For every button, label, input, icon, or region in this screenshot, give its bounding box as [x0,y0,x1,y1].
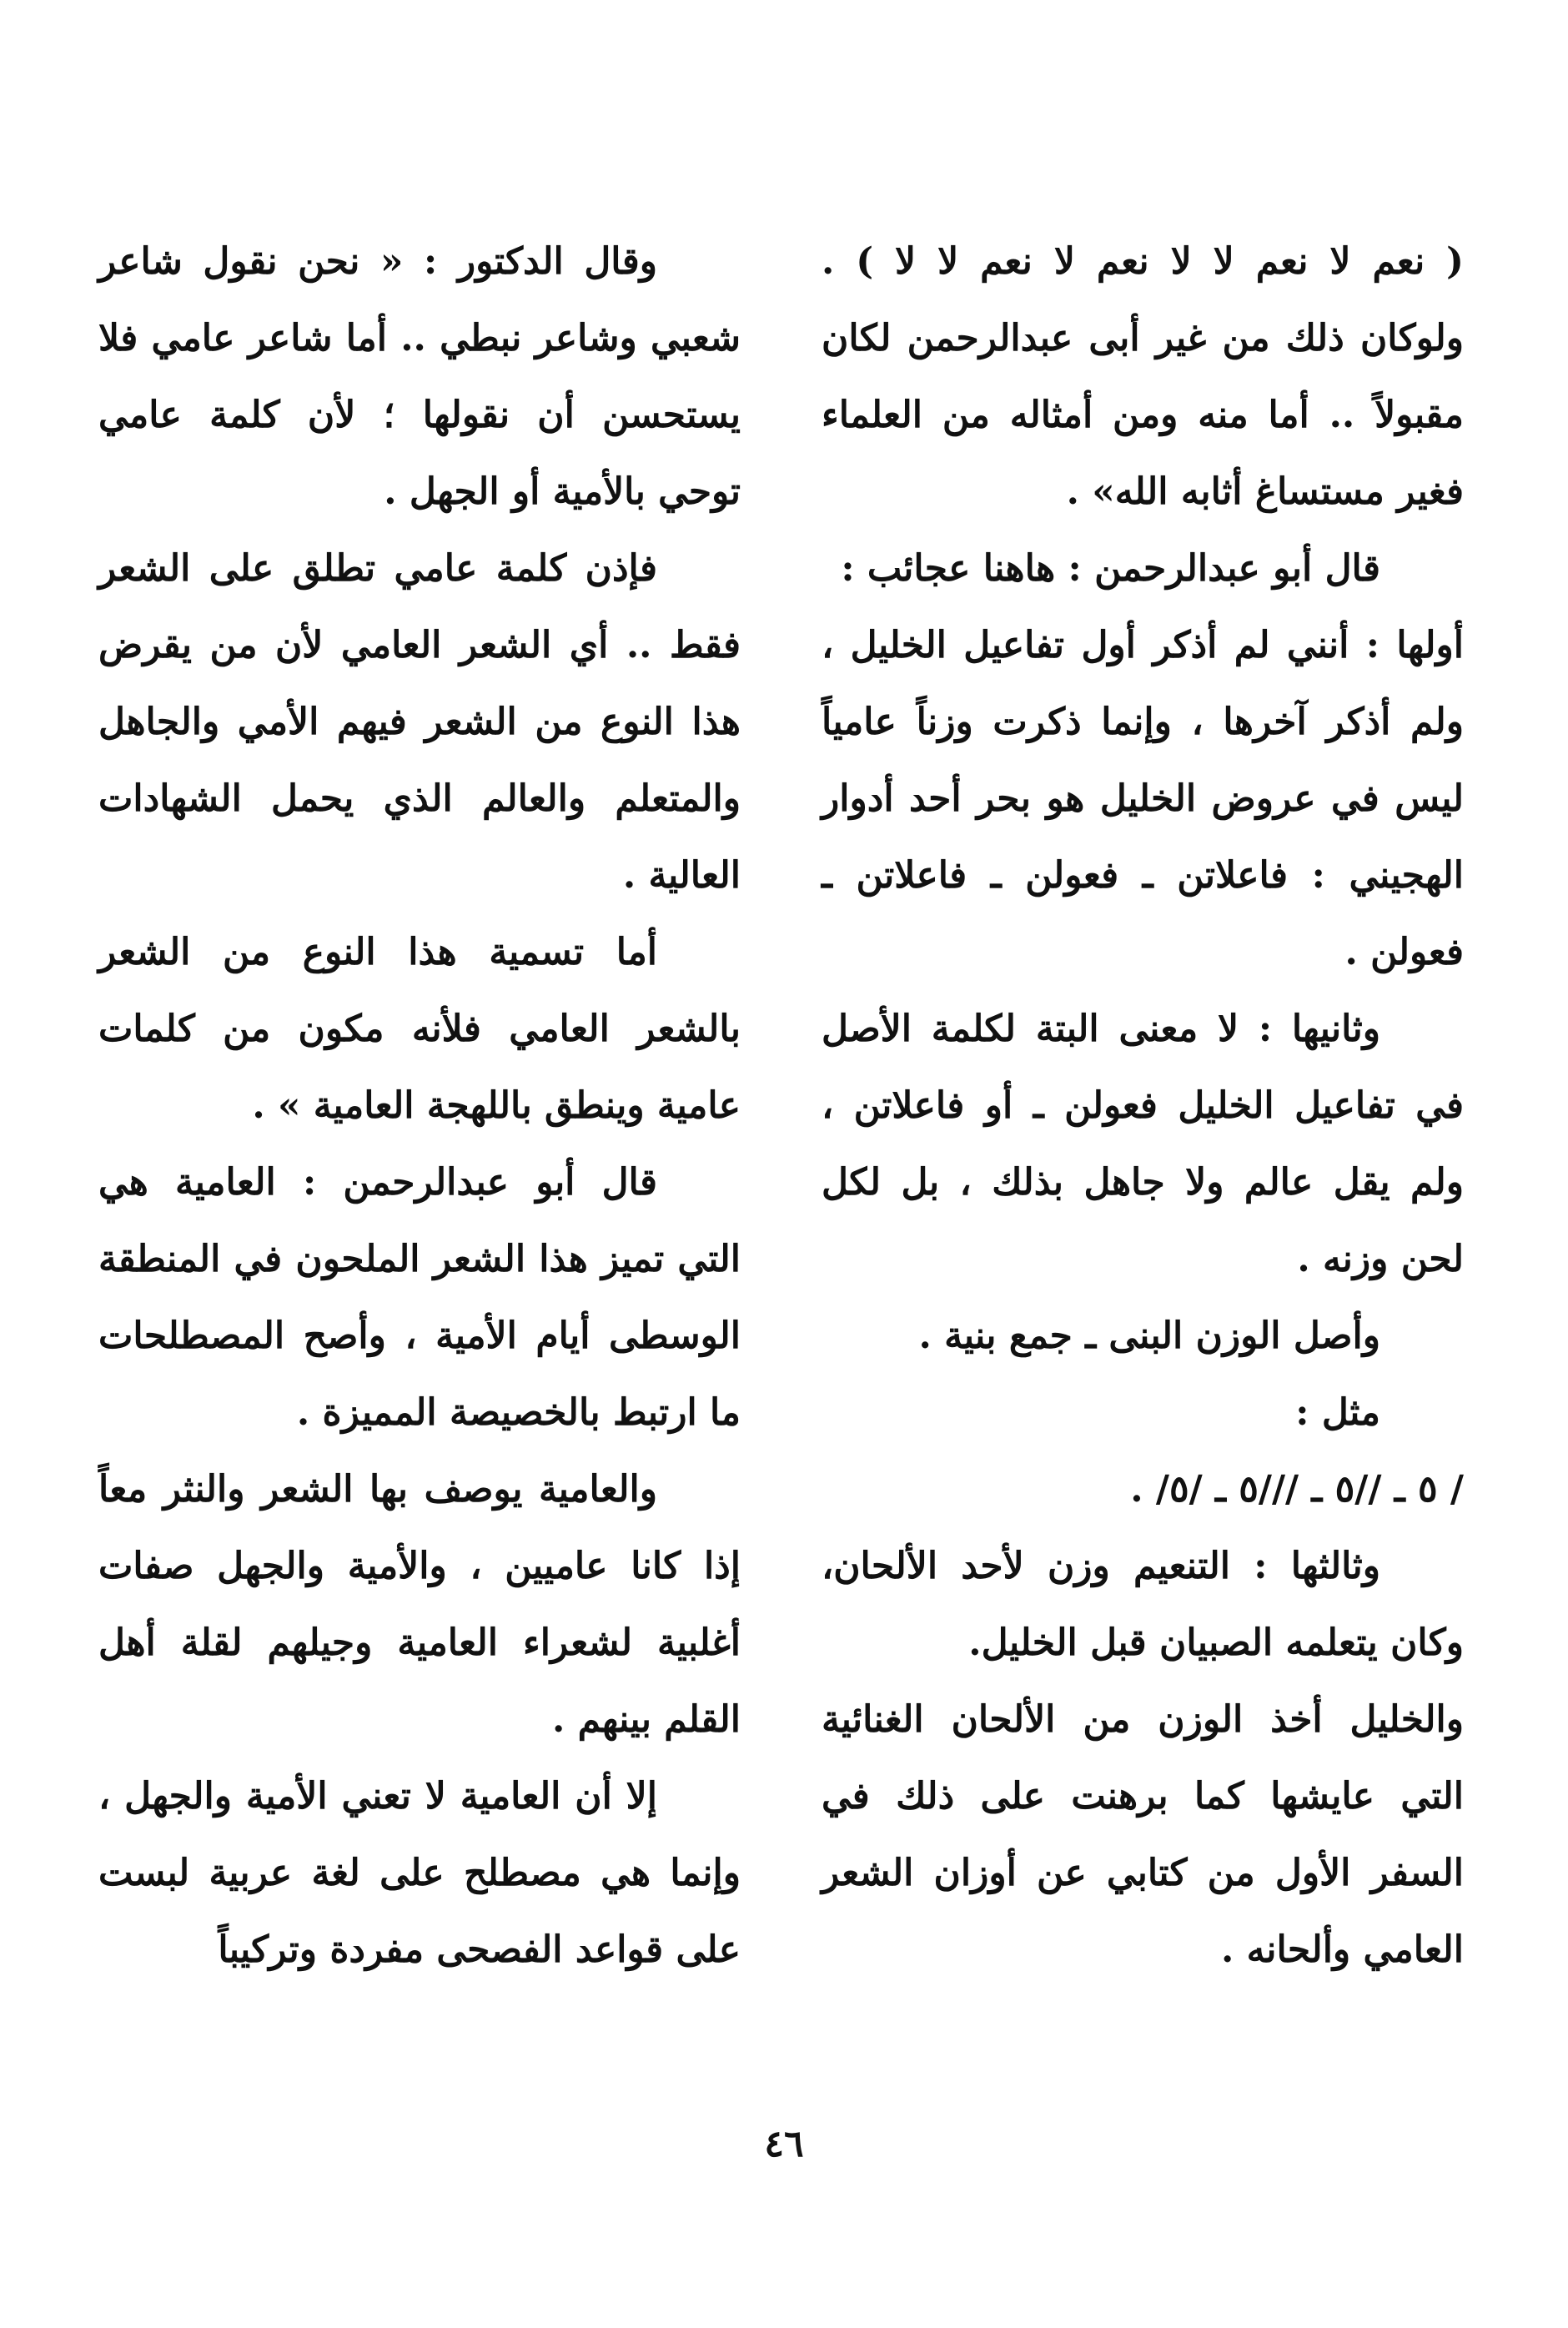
paragraph: والعامية يوصف بها الشعر والنثر معاً إذا كانا عاميين ، والأمية والجهل صفات أغلبية لشعراء العامية وجيلهم لقلة أهل القلم بينهم . [98,1468,741,1741]
prosody-notation: / ٥ ـ //٥ ـ ///٥ ـ /٥/ . [1130,1468,1464,1511]
paragraph: إلا أن العامية لا تعني الأمية والجهل ، وإنما هي مصطلح على لغة عربية لبست على قواعد الفصحى مفردة وتركيباً [98,1775,741,1971]
paragraph: فإذن كلمة عامي تطلق على الشعر فقط .. أي الشعر العامي لأن من يقرض هذا النوع من الشعر فيهم الأمي والجاهل والمتعلم والعالم الذي يحمل الشهادات العالية . [98,547,741,897]
left-text-column [98,224,741,1989]
paragraph: ( نعم لا نعم لا لا نعم لا نعم لا لا ) . ولوكان ذلك من غير أبى عبدالرحمن لكان مقبولاً .. أما منه ومن أمثاله من العلماء فغير مستساغ أثابه الله» . [822,240,1464,513]
paragraph: وأصل الوزن البنى ـ جمع بنية . [918,1315,1380,1357]
right-text-column [822,224,1464,1989]
page-number: ٤٦ [764,2123,804,2165]
paragraph: مثل : [1295,1391,1380,1434]
paragraph: وثانيها : لا معنى البتة لكلمة الأصل في تفاعيل الخليل فعولن ـ أو فاعلاتن ، ولم يقل عالم ولا جاهل بذلك ، بل لكل لحن وزنه . [822,1008,1464,1280]
paragraph: قال أبو عبدالرحمن : هاهنا عجائب : [841,547,1380,590]
paragraph: وثالثها : التنعيم وزن لأحد الألحان، وكان يتعلمه الصبيان قبل الخليل. [822,1545,1464,1664]
paragraph: وقال الدكتور : « نحن نقول شاعر شعبي وشاعر نبطي .. أما شاعر عامي فلا يستحسن أن نقولها ؛ لأن كلمة عامي توحي بالأمية أو الجهل . [98,240,741,513]
paragraph: قال أبو عبدالرحمن : العامية هي التي تميز هذا الشعر الملحون في المنطقة الوسطى أيام الأمية ، وأصح المصطلحات ما ارتبط بالخصيصة المميزة . [98,1161,741,1434]
paragraph: أولها : أنني لم أذكر أول تفاعيل الخليل ، ولم أذكر آخرها ، وإنما ذكرت وزناً عامياً ليس في عروض الخليل هو بحر أحد أدوار الهجيني : فاعلاتن ـ فعولن ـ فاعلاتن ـ فعولن . [822,624,1464,973]
paragraph: والخليل أخذ الوزن من الألحان الغنائية التي عايشها كما برهنت على ذلك في السفر الأول من كتابي عن أوزان الشعر العامي وألحانه . [822,1698,1464,1971]
paragraph: أما تسمية هذا النوع من الشعر بالشعر العامي فلأنه مكون من كلمات عامية وينطق باللهجة العامية » . [98,931,741,1127]
